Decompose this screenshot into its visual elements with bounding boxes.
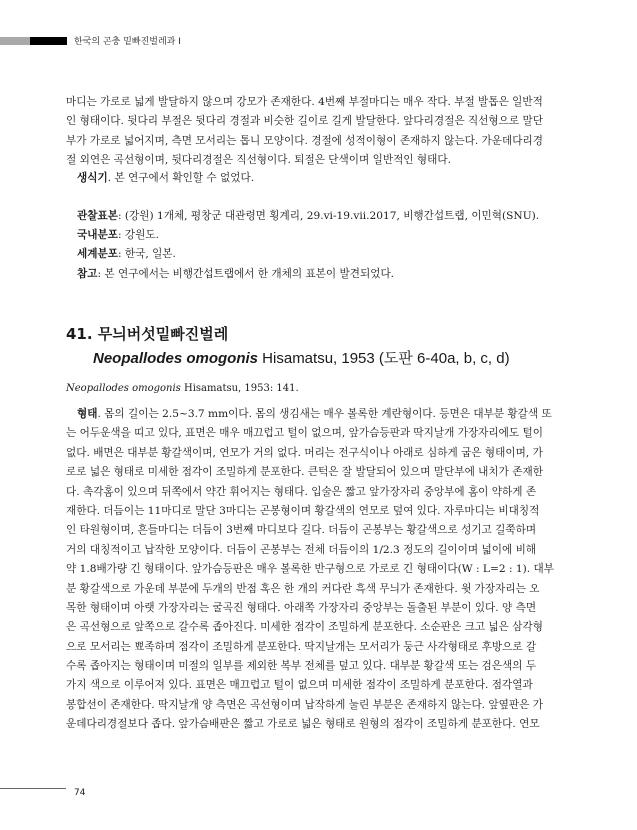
record-specimen — [77, 208, 539, 223]
text-line: 은 곡선형으로 앞쪽으로 갈수록 좁아진다. 미세한 점각이 조밀하게 분포한다. 소순판은 크고 넓은 삼각형 — [66, 621, 543, 634]
ecology-label: 생식기 — [77, 172, 108, 184]
record-text: : 본 연구에서는 비행간섭트랩에서 한 개체의 표본이 발견되었다. — [97, 268, 395, 280]
ecology-text: . 본 연구에서 확인할 수 없었다. — [107, 172, 255, 184]
record-note — [77, 266, 394, 281]
text-line: 으로 모서리는 뾰족하며 점각이 조밀하게 분포한다. 딱지날개는 모서리가 둥근 사각형태로 후방으로 갈 — [66, 640, 537, 653]
intro-paragraph — [66, 93, 566, 171]
literature-reference — [66, 383, 299, 394]
header-gray-bar — [0, 37, 30, 45]
text-line: 목한 형태이며 아랫 가장자리는 굴곡진 형태다. 아래쪽 가장자리 중앙부는 돌출된 부분이 있다. 양 측면 — [66, 601, 537, 614]
record-label: 국내분포 — [77, 229, 118, 241]
text-line: 인 타원형이며, 흔들마디는 더듬이 3번째 마디보다 길다. 더듬이 곤봉부는 황갈색으로 성기고 길쭉하며 — [66, 524, 537, 537]
reference-scientific-name: Neopallodes omogonis — [66, 383, 181, 394]
text-line: 봉합선이 존재한다. 딱지날개 양 측면은 곡선형이며 납작하게 눌린 부분은 존재하지 않는다. 앞옆판은 가 — [66, 698, 543, 711]
record-text: : 강원도. — [117, 229, 159, 241]
running-header: 한국의 곤충 밑빠진벌레과 I — [74, 37, 181, 47]
text-line: 재한다. 더듬이는 11마디로 말단 3마디는 곤봉형이며 황갈색의 연모로 덮여 있다. 자루마디는 비대칭적 — [66, 504, 540, 517]
text-line: 분 황갈색으로 가운데 부분에 두개의 반점 혹은 한 개의 커다란 흑색 무늬가 존재한다. 윗 가장자리는 오 — [66, 582, 540, 595]
record-text: : 한국, 일본. — [117, 248, 176, 260]
species-scientific-name: Neopallodes omogonis — [93, 350, 259, 367]
header-black-bar — [30, 37, 67, 45]
record-world — [77, 246, 176, 261]
reference-citation: Hisamatsu, 1953: 141. — [180, 383, 299, 394]
text-line: 운데다리경절보다 좁다. 앞가슴배판은 짧고 가로로 넓은 형태로 원형의 점각이 조밀하게 분포한다. 연모 — [66, 718, 540, 731]
footer-rule — [0, 788, 66, 789]
text-line: 가지 색으로 이루어져 있다. 표면은 매끄럽고 털이 없으며 미세한 점각이 조밀하게 분포한다. 점각열과 — [66, 679, 533, 692]
text-line: 로로 넓은 형태로 미세한 점각이 조밀하게 분포한다. 큰턱은 잘 발달되어 있으며 말단부에 내치가 존재한 — [66, 466, 543, 479]
text-line: 부가 가로로 넓어지며, 측면 모서리는 톱니 모양이다. 경절에 성적이형이 존재하지 않는다. 가운데다리경 — [66, 134, 543, 147]
species-author: Hisamatsu, 1953 — [258, 350, 375, 367]
text-line: 없다. 배면은 대부분 황갈색이며, 연모가 거의 없다. 머리는 전구식이나 아래로 심하게 굽은 형태이며, 가 — [66, 446, 543, 459]
text-line: 약 1.8배가량 긴 형태이다. 앞가슴등판은 매우 볼록한 반구형으로 가로로 긴 형태이다(W : L=2 : 1). 대부 — [66, 563, 554, 576]
record-domestic — [77, 227, 159, 242]
record-label: 참고 — [77, 268, 98, 280]
morphology-label: 형태 — [77, 408, 98, 420]
text-line — [66, 405, 566, 424]
morphology-paragraph — [66, 405, 566, 735]
species-heading: 41. 무늬버섯밑빠진벌레 — [66, 325, 229, 343]
text-line: 마디는 가로로 넓게 발달하지 않으며 강모가 존재한다. 4번째 부절마디는 매우 작다. 부절 발톱은 일반적 — [66, 96, 543, 108]
ecology-line — [77, 170, 254, 185]
page-number: 74 — [74, 788, 86, 798]
text-line: 인 형태이다. 뒷다리 부절은 뒷다리 경절과 비슷한 길이로 길게 발달한다. 앞다리경절은 직선형으로 말단 — [66, 115, 543, 128]
record-text: : (강원) 1개체, 평창군 대관령면 횡계리, 29.vi-19.vii.2017, 비행간섭트랩, 이민혁(SNU). — [117, 210, 540, 222]
text-line: 다. 촉각홈이 있으며 뒤쪽에서 약간 휘어지는 형태다. 입술은 짧고 앞가장자리 중앙부에 홈이 약하게 존 — [66, 485, 537, 498]
species-scientific-line — [93, 347, 510, 368]
record-label: 세계분포 — [77, 248, 118, 260]
text-line: 절 외연은 곡선형이며, 뒷다리경절은 직선형이다. 퇴절은 단색이며 일반적인 형태다. — [66, 154, 451, 167]
text-line: 거의 대칭적이고 납작한 모양이다. 더듬이 곤봉부는 전체 더듬이의 1/2.3 정도의 길이이며 넓이에 비해 — [66, 543, 537, 556]
text-line: 는 어두운색을 띠고 있다, 표면은 매우 매끄럽고 털이 없으며, 앞가슴등판과 딱지날개 가장자리에도 털이 — [66, 427, 543, 440]
morphology-text: . 몸의 길이는 2.5~3.7 mm이다. 몸의 생김새는 매우 볼록한 계란형이다. 등면은 대부분 황갈색 또 — [97, 408, 552, 420]
record-label: 관찰표본 — [77, 210, 118, 222]
species-plate-ref: (도판 6-40a, b, c, d) — [374, 350, 510, 367]
text-line: 수록 좁아지는 형태이며 미절의 일부를 제외한 복부 전체를 덮고 있다. 대부분 황갈색 또는 검은색의 두 — [66, 660, 537, 673]
